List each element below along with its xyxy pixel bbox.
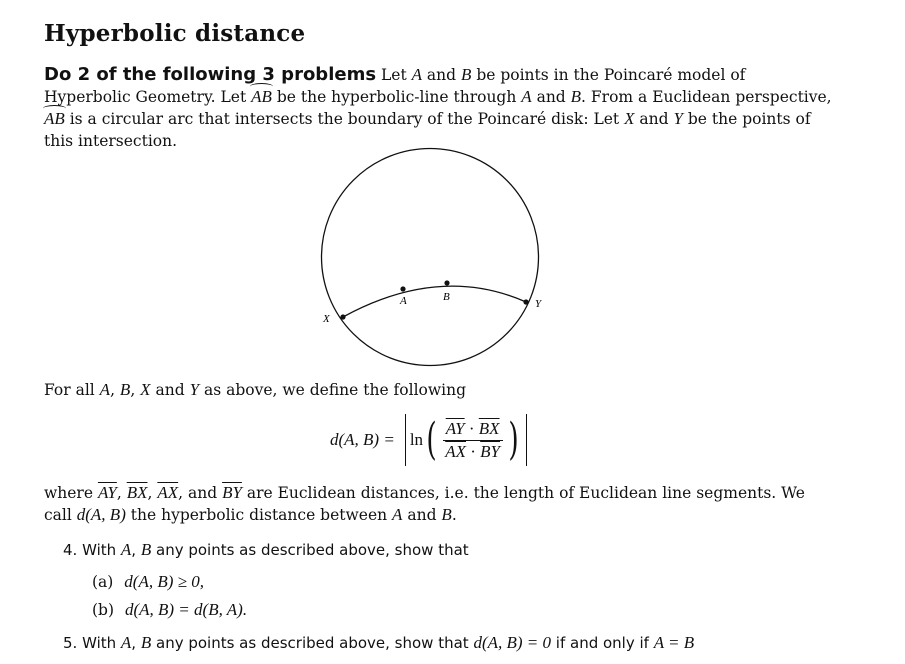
text: With <box>77 634 121 652</box>
math-arc-AB: AB <box>44 109 65 128</box>
segment-BX: $\overline{BX}$ <box>478 418 500 438</box>
intro-text: Let <box>376 66 412 84</box>
paren-left: ( <box>426 414 437 465</box>
math-B: B <box>461 65 472 84</box>
point-X <box>340 314 345 319</box>
math-expression: A = B <box>653 633 695 652</box>
text: , <box>116 484 127 502</box>
intro-text: and <box>531 88 571 106</box>
math-expression: d(A, B) ≥ 0, <box>124 572 204 591</box>
math-A: A <box>392 505 403 524</box>
instructions-lead: Do 2 of the following 3 problems <box>44 64 377 85</box>
math-B: B <box>140 633 152 652</box>
math-A: A <box>120 540 132 559</box>
point-Y <box>523 299 528 304</box>
text: , <box>131 541 141 559</box>
math-A: A <box>120 633 132 652</box>
text: where <box>44 484 98 502</box>
abs-bar-right <box>526 414 527 466</box>
problem-4 <box>63 540 469 560</box>
intro-text: and <box>634 110 674 128</box>
math-X: X <box>140 380 151 399</box>
text: and <box>150 381 190 399</box>
point-B <box>444 280 449 285</box>
math-B: B <box>570 87 582 106</box>
math-dAB: d(A, B) <box>76 505 126 524</box>
formula-ln: ln <box>409 430 424 449</box>
hyperbolic-line-arc <box>343 286 526 317</box>
math-A: A <box>99 380 111 399</box>
text: and <box>402 506 442 524</box>
label-A: A <box>400 295 407 307</box>
point-A <box>400 286 405 291</box>
text: . <box>451 506 457 524</box>
text: , <box>131 634 141 652</box>
text: if and only if <box>551 634 654 652</box>
label-Y: Y <box>535 298 542 310</box>
intro-text: be the points of this intersection. <box>44 110 811 150</box>
definition-intro <box>44 380 466 400</box>
segment-AX: $\overline{AX}$ <box>445 441 466 461</box>
segment-BX: $\overline{BX}$ <box>126 483 148 502</box>
text: any points as described above, show that <box>151 634 474 652</box>
abs-bar-left <box>405 414 406 466</box>
text: any points as described above, show that <box>151 541 469 559</box>
paren-right: ) <box>508 414 519 465</box>
fraction-numerator <box>443 419 503 441</box>
intro-text: . From a Euclidean perspective, <box>581 88 832 106</box>
intro-text: is a circular arc that intersects the boundary of the Poincaré disk: Let <box>64 110 625 128</box>
problem-4b <box>92 600 247 620</box>
intro-text: and <box>422 66 461 84</box>
math-B: B <box>441 505 452 524</box>
math-A: A <box>521 87 532 106</box>
segment-AX: $\overline{AX}$ <box>157 483 179 502</box>
text: , <box>130 381 141 399</box>
problem-4a <box>92 572 204 592</box>
where-paragraph <box>44 482 834 526</box>
label-B: B <box>443 291 450 303</box>
math-A: A <box>411 65 422 84</box>
text: , <box>110 381 120 399</box>
text: are Euclidean distances, i.e. the length of Euclidean line segments. We call <box>44 484 805 524</box>
text: , and <box>178 484 223 502</box>
text: For all <box>44 381 100 399</box>
subpart-label: (b) <box>92 601 115 619</box>
formula-fraction <box>442 419 503 462</box>
dot: · <box>466 441 481 461</box>
intro-text: be points in the Poincaré model of Hyperbolic Geometry. Let <box>44 66 746 106</box>
dot: · <box>464 418 479 438</box>
intro-text: be the hyperbolic-line through <box>271 88 522 106</box>
fraction-denominator <box>442 441 503 462</box>
math-B: B <box>119 380 131 399</box>
math-expression: d(A, B) = 0 <box>473 633 552 652</box>
problem-number: 4. <box>63 541 78 559</box>
poincare-disk-figure <box>300 138 560 378</box>
problem-5 <box>63 633 694 653</box>
problem-number: 5. <box>63 634 78 652</box>
math-Y: Y <box>189 380 200 399</box>
segment-AY: $\overline{AY}$ <box>445 418 465 438</box>
segment-BY: $\overline{BY}$ <box>480 441 501 461</box>
subpart-label: (a) <box>92 573 114 591</box>
segment-BY: $\overline{BY}$ <box>222 483 242 502</box>
label-X: X <box>323 313 330 325</box>
distance-formula <box>330 412 531 468</box>
math-arc-AB: AB <box>251 87 272 106</box>
disk-boundary <box>322 149 539 366</box>
math-expression: d(A, B) = d(B, A). <box>124 600 248 619</box>
text: , <box>147 484 158 502</box>
segment-AY: $\overline{AY}$ <box>97 483 117 502</box>
math-B: B <box>140 540 152 559</box>
math-X: X <box>624 109 635 128</box>
math-Y: Y <box>673 109 683 128</box>
text: as above, we define the following <box>199 381 466 399</box>
page-title: Hyperbolic distance <box>44 20 306 47</box>
text: With <box>77 541 121 559</box>
text: the hyperbolic distance between <box>125 506 393 524</box>
formula-lhs: d(A, B) = <box>330 430 395 449</box>
